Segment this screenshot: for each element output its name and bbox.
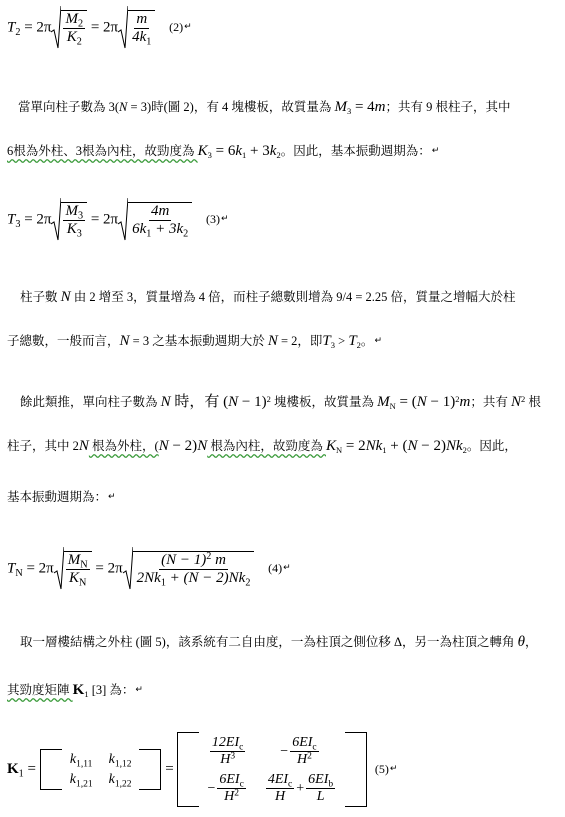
paragraph-mark-icon: ↵ (135, 685, 143, 695)
paragraph-mark-icon: ↵ (431, 146, 440, 156)
paragraph-3-line-2: 柱子，其中 2N 根為外柱，(N − 2)N 根為內柱，故勁度為 $K_N = 2Nk_1 + (N - 2)Nk_2$。因此， (7, 438, 517, 455)
sqrt-m2-k2: $\frac{M_2}{K_2}$ (51, 6, 87, 50)
paragraph-3-line-1: 餘此類推，單向柱子數為 N 時，有 $(N - 1)^2$ 塊樓板，故質量為 $M_N = (N - 1)^2m$；共有 $N^2$ 根 (20, 393, 541, 411)
paragraph-mark-icon: ↵ (389, 764, 398, 775)
paragraph-3-line-3: 基本振動週期為：↵ (7, 490, 116, 504)
k-matrix: $k_{1,11}$ $k_{1,12}$ $k_{1,21}$ $k_{1,22}$ (40, 749, 162, 790)
paragraph-mark-icon: ↵ (374, 336, 382, 346)
equation-number: (2) (169, 20, 184, 35)
sqrt-m-4k1: $\frac{m}{4k_1}$ (118, 6, 155, 50)
paragraph-mark-icon: ↵ (221, 214, 229, 225)
radical-sign-icon (51, 6, 61, 50)
equation-2: $T_2 = 2\pi$ $\frac{M_2}{K_2}$ = 2π $\frac{m}{4k_1}$ (2)↵ (7, 6, 192, 50)
paragraph-mark-icon: ↵ (184, 22, 192, 33)
equation-number: (5) (374, 762, 389, 777)
equation-3: $T_3 = 2\pi$ $\frac{M_3}{K_3}$ = 2π $\frac{4m}{6k_1 + 3k_2}$ (3)↵ (7, 198, 229, 242)
paragraph-1-line-1: 當單向柱子數為 3(N = 3)時(圖 2)，有 4 塊樓板，故質量為 $M_3 = 4m$；共有 9 根柱子，其中 (18, 99, 511, 116)
radical-sign-icon (54, 547, 64, 591)
paragraph-2-line-1: 柱子數 N 由 2 增至 3，質量增為 4 倍，而柱子總數則增為 9/4 = 2.25 倍，質量之增幅大於柱 (20, 289, 516, 305)
equation-number: (3) (206, 212, 221, 227)
radical-sign-icon (51, 198, 61, 242)
equation-5: $K_1$ = $k_{1,11}$ $k_{1,12}$ $k_{1,21}$ $k_{1,22}$ = $\frac{12EI_c}{H^3}$ − $\frac{6EI_c}{H^2}$ − $\frac{6EI_c}{H^2}$ $\frac{4EI_c}{H}$ + $\frac{6EI_b}{L}$ (5)↵ (7, 732, 397, 807)
paragraph-1-line-2: 6根為外柱、3根為內柱，故勁度為 $K_3 = 6k_1 + 3k_2$。因此，基本振動週期為：↵ (7, 143, 440, 160)
radical-sign-icon (123, 547, 133, 591)
paragraph-4-line-1: 取一層樓結構之外柱 (圖 5)，該系統有二自由度，一為柱頂之側位移 Δ，另一為柱頂之轉角 θ， (20, 634, 538, 650)
paragraph-2-line-2: 子總數，一般而言，N = 3 之基本振動週期大於 N = 2，即$T_3 > T_2$。↵ (7, 333, 382, 350)
paragraph-mark-icon: ↵ (108, 492, 116, 502)
radical-sign-icon (118, 198, 128, 242)
equation-number: (4) (268, 561, 283, 576)
stiffness-matrix: $\frac{12EI_c}{H^3}$ − $\frac{6EI_c}{H^2}$ − $\frac{6EI_c}{H^2}$ $\frac{4EI_c}{H}$ + $\frac{6EI_b}{L}$ (177, 732, 367, 807)
paragraph-4-line-2: 其勁度矩陣 $K_1$ [3] 為：↵ (7, 682, 143, 699)
radical-sign-icon (118, 6, 128, 50)
paragraph-mark-icon: ↵ (283, 563, 291, 574)
equation-4: $T_N = 2\pi$ $\frac{M_N}{K_N}$ = 2π $\frac{(N - 1)^2 m}{2Nk_1 + (N - 2)Nk_2}$ (4)↵ (7, 547, 291, 591)
